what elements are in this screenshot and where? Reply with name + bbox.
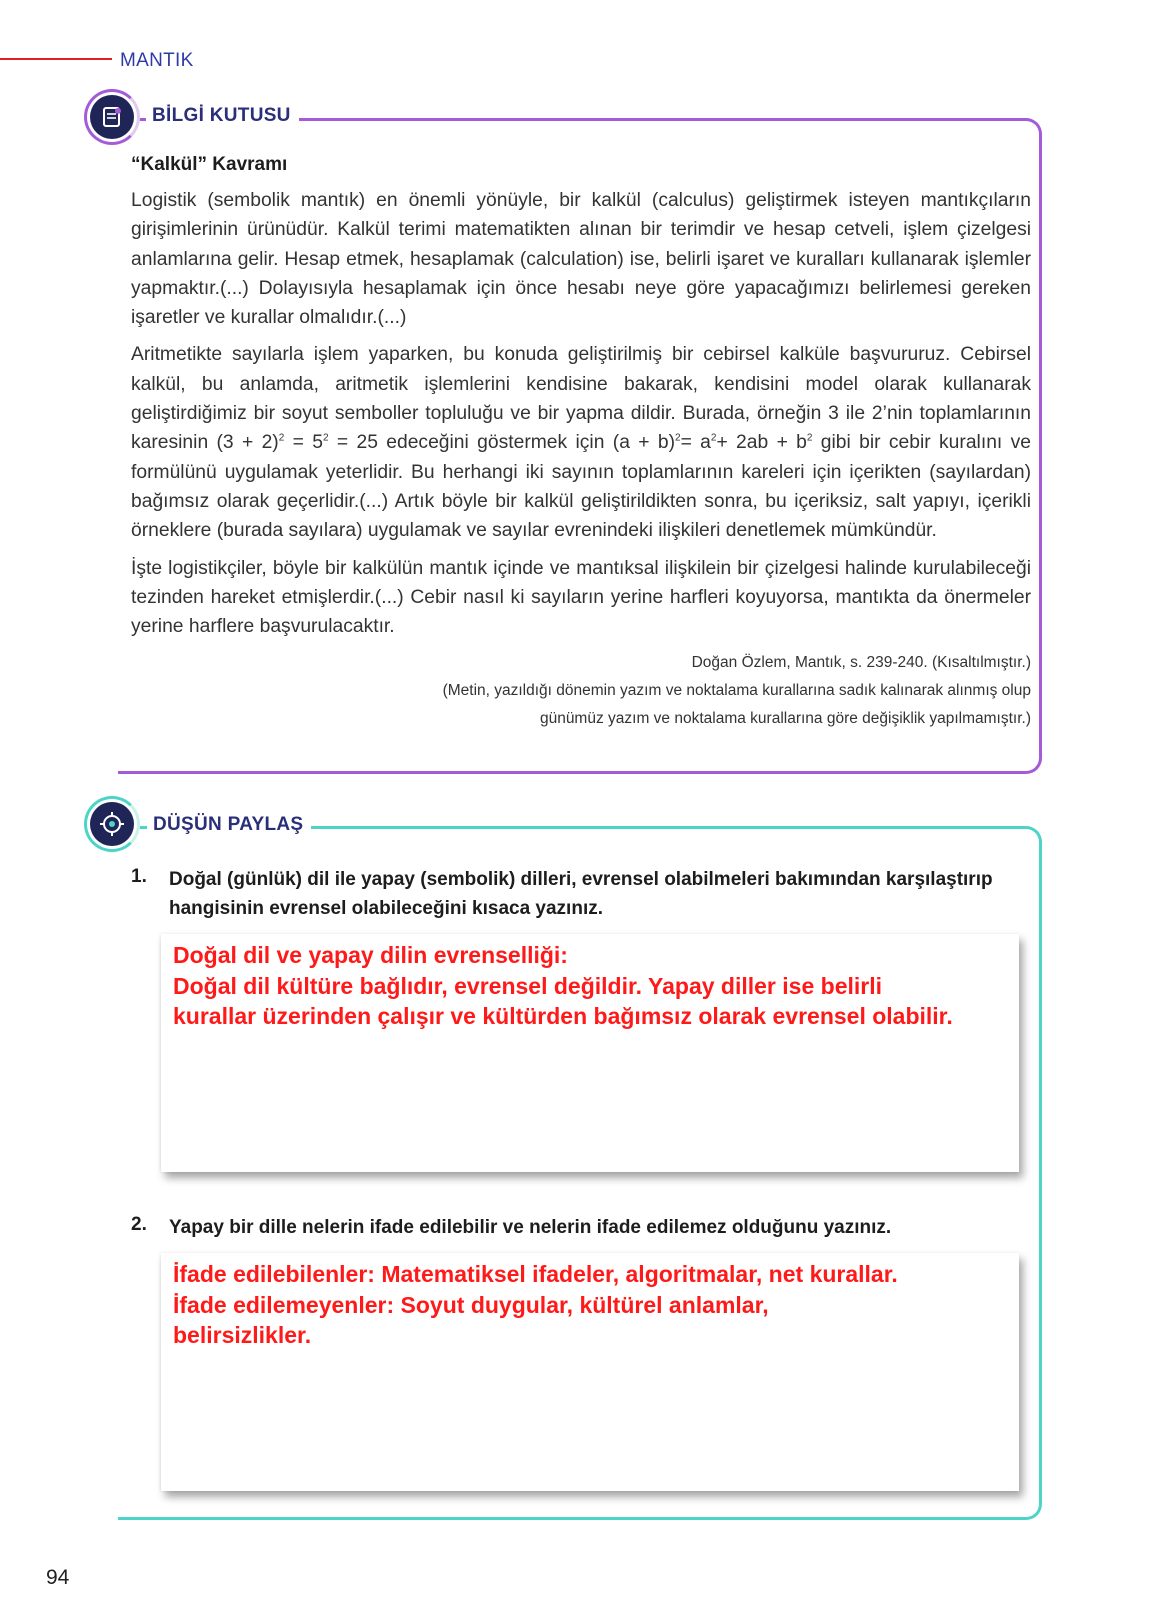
info-box-label: BİLGİ KUTUSU	[146, 105, 299, 127]
question-2-number: 2.	[131, 1214, 147, 1235]
chapter-title: MANTIK	[120, 50, 194, 71]
answer-2-text: İfade edilebilenler: Matematiksel ifadeler, algoritmalar, net kurallar. İfade edilemeyenler: Soyut duygular, kültürel anlamlar, belirsizlikler.	[173, 1261, 898, 1348]
think-box-label: DÜŞÜN PAYLAŞ	[147, 814, 311, 836]
source-citation: Doğan Özlem, Mantık, s. 239-240. (Kısaltılmıştır.)	[691, 654, 1031, 672]
notebook-icon	[90, 95, 134, 139]
brain-gear-icon	[90, 802, 134, 846]
answer-2-box[interactable]	[161, 1253, 1019, 1491]
header-rule	[0, 58, 112, 60]
answer-1-box[interactable]	[161, 934, 1019, 1172]
source-note-1: (Metin, yazıldığı dönemin yazım ve noktalama kurallarına sadık kalınarak alınmış olup	[442, 682, 1031, 700]
info-heading: “Kalkül” Kavramı	[131, 154, 288, 175]
answer-1-text: Doğal dil ve yapay dilin evrenselliği: Doğal dil kültüre bağlıdır, evrensel değildir. Yapay diller ise belirli kurallar üzerinden çalışır ve kültürden bağımsız olarak evrensel olabilir.	[173, 942, 953, 1029]
question-1-text: Doğal (günlük) dil ile yapay (sembolik) dilleri, evrensel olabilmeleri bakımından karşılaştırıp hangisinin evrensel olabileceğini kısaca yazınız.	[169, 869, 993, 919]
info-box-badge	[84, 89, 140, 145]
info-paragraph-2: Aritmetikte sayılarla işlem yaparken, bu konuda geliştirilmiş bir cebirsel kalküle başvururuz. Cebirsel kalkül, bu anlamda, aritmetik işlemlerini kendisine bakarak, kendisini model olarak kullanarak geliştirdiğimiz bir soyut semboller topluluğu ve bir yapma dildir. Burada, örneğin 3 ile 2’nin toplamlarının karesinin $(3 + 2)^2 = 5^2 = 25$ edeceğini göstermek için $(a + b)^2= a^2+ 2ab + b^2$ gibi bir cebir kuralını ve formülünü uygulamak yeterlidir. Bu herhangi iki sayının toplamlarının kareleri için içerikten (sayılardan) bağımsız olarak geçerlidir.(...) Artık böyle bir kalkül geliştirildikten sonra, bu içeriksiz, salt yapıyı, içerikli örneklere (burada sayılara) uygulamak ve sayılar evrenindeki ilişkileri denetlemek mümkündür.	[131, 344, 1031, 542]
info-paragraph-1: Logistik (sembolik mantık) en önemli yönüyle, bir kalkül (calculus) geliştirmek isteyen mantıkçıların girişimlerinin ürünüdür. Kalkül terimi matematikten alınan bir terimdir ve hesap cetveli, işlem çizelgesi anlamlarına gelir. Hesap etmek, hesaplamak (calculation) ise, belirli işaret ve kuralları kullanarak işlemler yapmaktır.(...) Dolayısıyla hesaplamak için önce hesabı neye göre yapacağımızı belirlemesi gereken işaretler ve kurallar olmalıdır.(...)	[131, 190, 1031, 329]
page-number: 94	[46, 1566, 70, 1589]
think-box-bottom-rule	[118, 1517, 158, 1520]
info-paragraph-3: İşte logistikçiler, böyle bir kalkülün mantık içinde ve mantıksal ilişkilein bir çizelgesi halinde kurulabileceği tezinden hareket etmişlerdir.(...) Cebir nasıl ki sayıların yerine harfleri koyuyorsa, mantıkta da önermeler yerine harflere başvurulacaktır.	[131, 557, 1031, 638]
question-1-number: 1.	[131, 866, 147, 887]
think-box-badge	[84, 796, 140, 852]
source-note-2: günümüz yazım ve noktalama kurallarına göre değişiklik yapılmamıştır.)	[539, 710, 1031, 728]
question-2-text: Yapay bir dille nelerin ifade edilebilir ve nelerin ifade edilemez olduğunu yazınız.	[169, 1217, 892, 1238]
info-box-bottom-rule	[118, 771, 158, 774]
info-box-content	[131, 150, 1031, 733]
